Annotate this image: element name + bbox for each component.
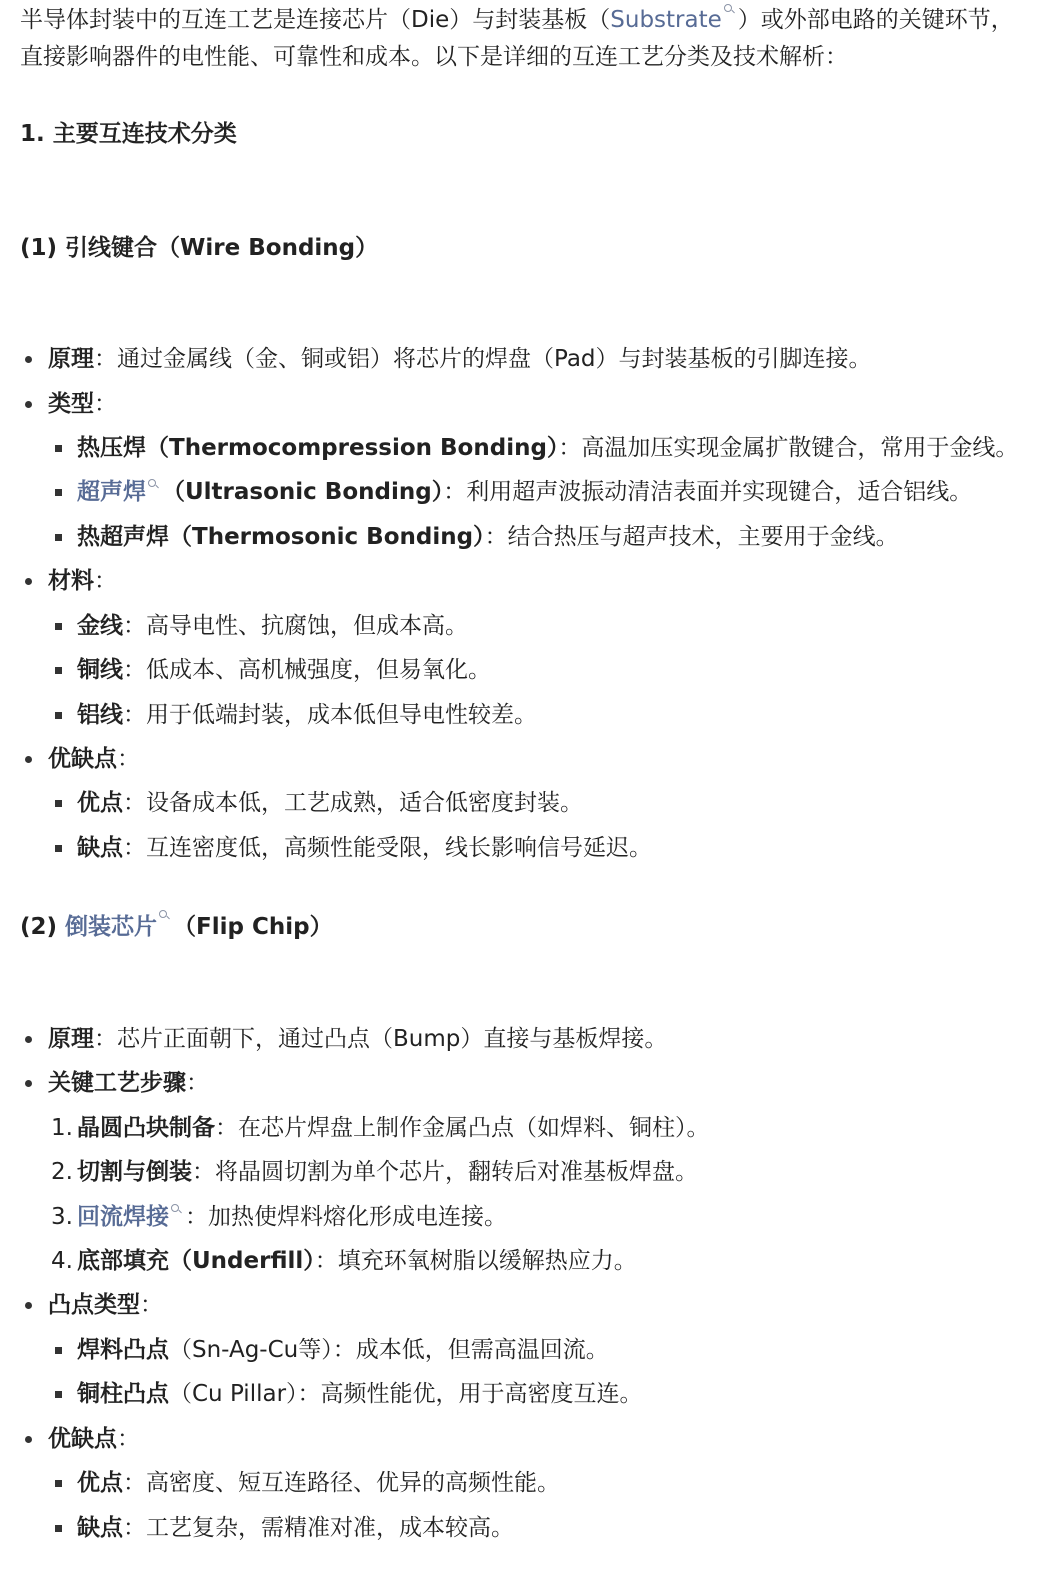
list-item [48,1068,209,1098]
bullet-square [55,1391,62,1398]
bullet-square [55,623,62,630]
item-label: （Ultrasonic Bonding） [162,479,444,505]
bullet-square [55,1525,62,1532]
item-label: 缺点 [77,835,123,861]
item-text: ：高密度、短互连路径、优异的高频性能。 [123,1470,560,1496]
sub-list-item [77,700,537,730]
item-text: ：高导电性、抗腐蚀，但成本高。 [123,613,468,639]
section-heading: 1. 主要互连技术分类 [20,121,237,147]
item-paren: （Sn-Ag-Cu等） [169,1337,333,1363]
flip-chip-link[interactable]: 倒装芯片 [65,914,158,940]
item-label: 原理 [48,346,94,372]
wire-bonding-heading: (1) 引线键合（Wire Bonding） [20,235,379,261]
item-text: ：通过金属线（金、铜或铝）将芯片的焊盘（Pad）与封装基板的引脚连接。 [94,346,872,372]
item-label: 优缺点 [48,746,117,772]
list-item [48,389,117,419]
item-text: ： [117,1426,140,1452]
bullet-square [55,1347,62,1354]
item-text: ：工艺复杂，需精准对准，成本较高。 [123,1515,514,1541]
item-text: ：成本低，但需高温回流。 [332,1337,609,1363]
item-text: ：互连密度低，高频性能受限，线长影响信号延迟。 [123,835,652,861]
sub-list-item [77,1335,609,1365]
bullet-dot [25,1036,32,1043]
intro-text-2: ）或外部电路的关键环节，直接影响器件的电性能、可靠性和成本。以下是详细的互连工艺分类及技术解析： [20,7,1014,70]
item-text: ：加热使焊料熔化形成电连接。 [185,1204,507,1230]
numbered-item [51,1246,637,1276]
item-text: ：芯片正面朝下，通过凸点（Bump）直接与基板焊接。 [94,1026,668,1052]
list-item [48,1290,163,1320]
intro-paragraph [20,2,1030,76]
item-text: ：利用超声波振动清洁表面并实现键合，适合铝线。 [443,479,973,505]
list-item [48,1024,667,1054]
item-label: 铜线 [77,657,123,683]
search-icon[interactable] [171,1204,181,1214]
item-text: ：高温加压实现金属扩散键合，常用于金线。 [558,435,1019,461]
sub-list-item [77,655,491,685]
bullet-dot [25,1302,32,1309]
item-label: 凸点类型 [48,1292,140,1318]
bullet-dot [25,578,32,585]
bullet-square [55,667,62,674]
flip-chip-heading [20,908,333,941]
item-label: 材料 [48,568,94,594]
item-number: 3. [51,1204,73,1230]
bullet-dot [25,1080,32,1087]
search-icon[interactable] [159,910,169,920]
sub-list-item [77,522,899,552]
list-item [48,566,117,596]
item-label: 关键工艺步骤 [48,1070,186,1096]
numbered-item [51,1157,698,1187]
item-label: 晶圆凸块制备 [77,1115,215,1141]
search-icon[interactable] [724,4,734,14]
item-text: ： [186,1070,209,1096]
numbered-item [51,1113,710,1143]
item-text: ：用于低端封装，成本低但导电性较差。 [123,702,537,728]
item-number: 1. [51,1115,73,1141]
bullet-dot [25,1436,32,1443]
item-label: 优点 [77,1470,123,1496]
item-label: 缺点 [77,1515,123,1541]
list-item [48,1424,140,1454]
list-item [48,744,140,774]
intro-text-1: 半导体封装中的互连工艺是连接芯片（Die）与封装基板（ [20,7,611,33]
sub-list-item [77,1379,643,1409]
sub-list-item [77,833,652,863]
bullet-dot [25,756,32,763]
ultrasonic-link[interactable]: 超声焊 [77,479,146,505]
item-label: 底部填充（Underfill） [77,1248,315,1274]
bullet-square [55,534,62,541]
item-label: 焊料凸点 [77,1337,169,1363]
item-label: 热压焊（Thermocompression Bonding） [77,435,559,461]
reflow-link[interactable]: 回流焊接 [77,1204,169,1230]
item-label: 原理 [48,1026,94,1052]
item-text: ： [140,1292,163,1318]
bullet-square [55,800,62,807]
heading-text: （Flip Chip） [173,914,333,940]
bullet-dot [25,401,32,408]
sub-list-item [77,433,1018,463]
list-item [48,344,872,374]
item-label: 热超声焊（Thermosonic Bonding） [77,524,485,550]
item-label: 切割与倒装 [77,1159,192,1185]
heading-number: (2) [20,914,66,940]
bullet-square [55,845,62,852]
item-number: 2. [51,1159,73,1185]
item-text: ： [94,568,117,594]
item-text: ： [94,391,117,417]
item-label: 金线 [77,613,123,639]
item-label: 优缺点 [48,1426,117,1452]
sub-list-item [77,788,583,818]
bullet-dot [25,356,32,363]
item-label: 优点 [77,790,123,816]
item-paren: （Cu Pillar） [169,1381,298,1407]
numbered-item [51,1202,507,1232]
item-text: ：结合热压与超声技术，主要用于金线。 [484,524,899,550]
item-text: ：低成本、高机械强度，但易氧化。 [123,657,491,683]
item-text: ：填充环氧树脂以缓解热应力。 [314,1248,637,1274]
bullet-square [55,712,62,719]
item-label: 铜柱凸点 [77,1381,169,1407]
sub-list-item [77,477,972,507]
substrate-link[interactable]: Substrate [610,7,722,33]
item-text: ：设备成本低，工艺成熟，适合低密度封装。 [123,790,583,816]
search-icon[interactable] [148,479,158,489]
item-text: ：将晶圆切割为单个芯片，翻转后对准基板焊盘。 [192,1159,698,1185]
sub-list-item [77,1513,514,1543]
item-number: 4. [51,1248,73,1274]
bullet-square [55,489,62,496]
sub-list-item [77,611,468,641]
item-text: ：高频性能优，用于高密度互连。 [297,1381,643,1407]
item-label: 铝线 [77,702,123,728]
item-label: 类型 [48,391,94,417]
item-text: ： [117,746,140,772]
item-text: ：在芯片焊盘上制作金属凸点（如焊料、铜柱）。 [215,1115,710,1141]
bullet-square [55,445,62,452]
sub-list-item [77,1468,560,1498]
bullet-square [55,1480,62,1487]
